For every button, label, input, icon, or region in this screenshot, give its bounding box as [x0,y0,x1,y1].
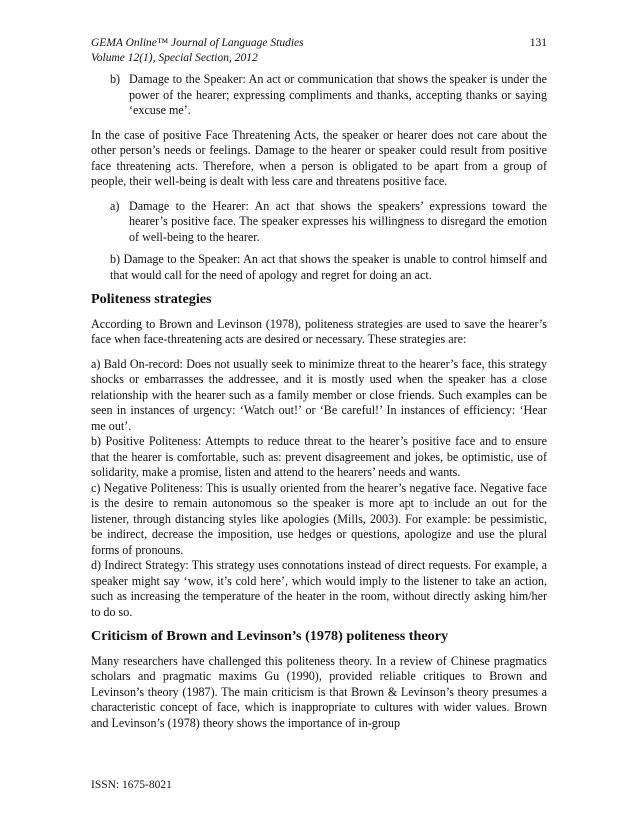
section-heading: Politeness strategies [91,291,212,307]
paragraph: In the case of positive Face Threatening Acts, the speaker or hearer does not care about the other person’s needs or feelings. Damage to the hearer or speaker could result from positive face threatening acts. Therefore, when a person is obligated to be apart from a group of people, their well-being is dealt with less care and threatens positive face. [91,127,547,188]
paragraph: Many researchers have challenged this politeness theory. In a review of Chinese pragmatics scholars and pragmatic maxims Gu (1990), provided reliable critiques to Brown and Levinson’s theory (1987). The main criticism is that Brown & Levinson’s theory presumes a characteristic concept of face, which is inappropriate to cultures with wider values. Brown and Levinson’s (1978) theory shows the importance of in-group [91,653,547,730]
page-number: 131 [529,37,547,49]
paragraph: b) Positive Politeness: Attempts to reduce threat to the hearer’s positive face and to ensure that the hearer is comfortable, such as: prevent disagreement and jokes, be optimistic, use of solidarity, make a promise, listen and attend to the hearers’ needs and wants. [91,434,547,479]
list-item-label: a) [110,198,120,213]
body-text [91,72,547,731]
paragraph: d) Indirect Strategy: This strategy uses connotations instead of direct requests. For example, a speaker might say ‘wow, it’s cold here’, which would imply to the listener to take an action, such as increasing the temperature of the heater in the room, without directly asking him/her to do so. [91,558,547,619]
list-item-text: Damage to the Hearer: An act that shows the speakers’ expressions toward the hearer’s positive face. The speaker expresses his willingness to disregard the emotion of well-being to the hearer. [129,198,547,244]
list-item-text: Damage to the Speaker: An act or communication that shows the speaker is under the power of the hearer; expressing compliments and thanks, accepting thanks or saying ‘excuse me’. [129,72,547,117]
section-heading: Criticism of Brown and Levinson’s (1978) politeness theory [91,628,449,644]
page-footer: ISSN: 1675-8021 [91,779,172,791]
list-item-label: b) [110,72,121,86]
volume-info: Volume 12(1), Special Section, 2012 [91,52,258,64]
list-item [110,72,547,119]
paragraph: c) Negative Politeness: This is usually oriented from the hearer’s negative face. Negative face is the desire to remain autonomous so the speaker is more apt to include an out for the listener, through distancing styles like apologies (Mills, 2003). For example: be pessimistic, be indirect, decrease the imposition, use hedges or questions, apologize and use the plural forms of pronouns. [91,480,547,557]
paragraph: a) Bald On-record: Does not usually seek to minimize threat to the hearer’s face, this strategy shocks or embarrasses the addressee, and it is mostly used when the speaker has a close relationship with the hearer such as a family member or close friends. Such examples can be seen in instances of urgency: ‘Watch out!’ or ‘Be careful!’ In instances of efficiency: ‘Hear me out’. [91,356,547,433]
paragraph: According to Brown and Levinson (1978), politeness strategies are used to save the hearer’s face when face-threatening acts are desired or necessary. These strategies are: [91,316,547,346]
list-item [110,199,547,246]
page-header [91,36,547,66]
journal-title: GEMA Online™ Journal of Language Studies [91,37,304,49]
paragraph: b) Damage to the Speaker: An act that shows the speaker is unable to control himself and that would call for the need of apology and regret for doing an act. [110,252,547,282]
